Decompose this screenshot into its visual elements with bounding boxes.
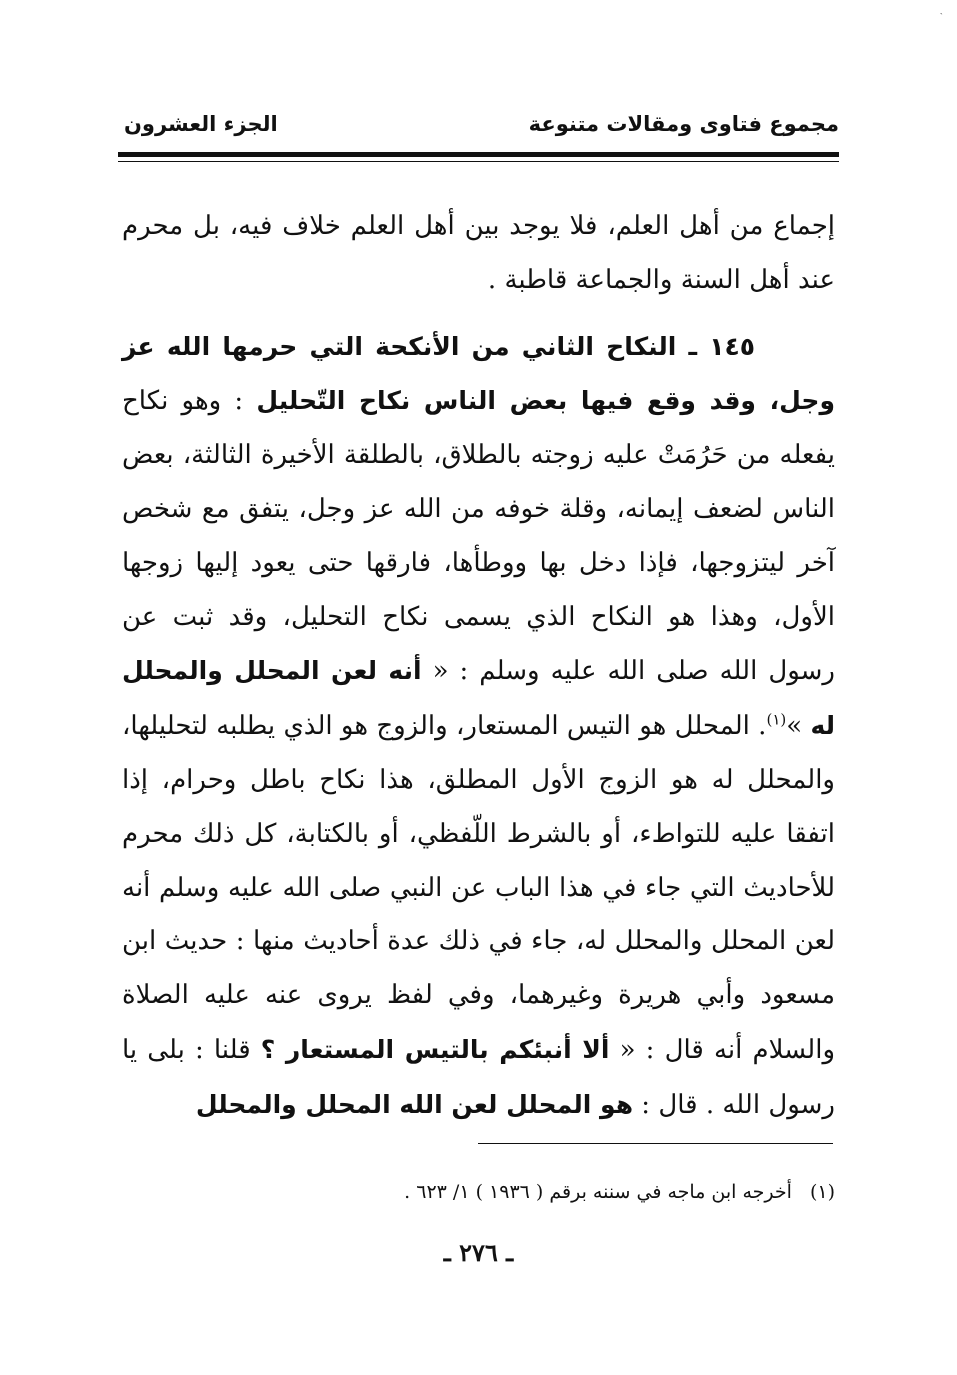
footnote-text: أخرجه ابن ماجه في سننه برقم ( ١٩٣٦ ) ١/ ٦٢٣ . [404,1181,792,1203]
text-qulna: قلنا : بلى يا رسول الله . قال : [122,1034,835,1120]
volume-label: الجزء العشرون [124,112,278,136]
text-middle: . المحلل هو التيس المستعار، والزوج هو الذي يطلبه لتحليلها، والمحلل له هو الزوج الأول المطلق، هذا نكاح باطل وحرام، إذا اتفقا عليه للتواطء، أو بالشرط اللّفظي، أو بالكتابة، كل ذلك محرم للأحاديث التي جاء في هذا الباب عن النبي صلى الله عليه وسلم أنه لعن المحلل والمحلل له، جاء في ذلك عدة أحاديث منها : حديث ابن مسعود وأبي هريرة وغيرهما، وفي لفظ يروى عنه عليه الصلاة والسلام أنه قال : « [122,711,835,1065]
body-text [122,200,835,1133]
footnote [404,1181,835,1203]
hadith-quote-3: هو المحلل لعن الله المحلل والمحلل [195,1089,634,1119]
running-header [118,112,839,148]
header-rule-thin [118,161,839,162]
page-number: ـ ٢٧٦ ـ [443,1238,514,1267]
section-heading: ١٤٥ ـ النكاح الثاني من الأنكحة التي حرمها الله عز وجل، وقد وقع فيها بعض الناس نكاح التّحليل [122,331,835,416]
footnote-number: (١) [809,1181,835,1203]
paragraph-1: إجماع من أهل العلم، فلا يوجد بين أهل العلم خلاف فيه، بل محرم عند أهل السنة والجماعة قاطبة . [122,211,835,295]
hadith-quote-2: ألا أنبئكم بالتيس المستعار ؟ [260,1034,610,1064]
footnote-rule [478,1143,833,1144]
text-before-hadith: : وهو نكاح يفعله من حَرُمَتْ عليه زوجته بالطلاق، بالطلقة الأخيرة الثالثة، بعض الناس لضعف إيمانه، وقلة خوفه من الله عز وجل، يتفق مع شخص آخر ليتزوجها، فإذا دخل بها ووطأها، فارقها حتى يعود إليها زوجها الأول، وهذا هو النكاح الذي يسمى نكاح التحليل، وقد ثبت عن رسول الله صلى الله عليه وسلم : « [122,386,835,687]
header-rule-thick [118,152,839,157]
paragraph-2 [122,320,835,1133]
hadith-quote-1: أنه لعن المحلل والمحلل له [122,656,835,741]
book-title: مجموع فتاوى ومقالات متنوعة [528,112,839,136]
closing-quote: » [786,711,811,742]
corner-mark: ˎ [939,4,943,15]
footnote-reference[interactable]: (١) [766,710,787,729]
